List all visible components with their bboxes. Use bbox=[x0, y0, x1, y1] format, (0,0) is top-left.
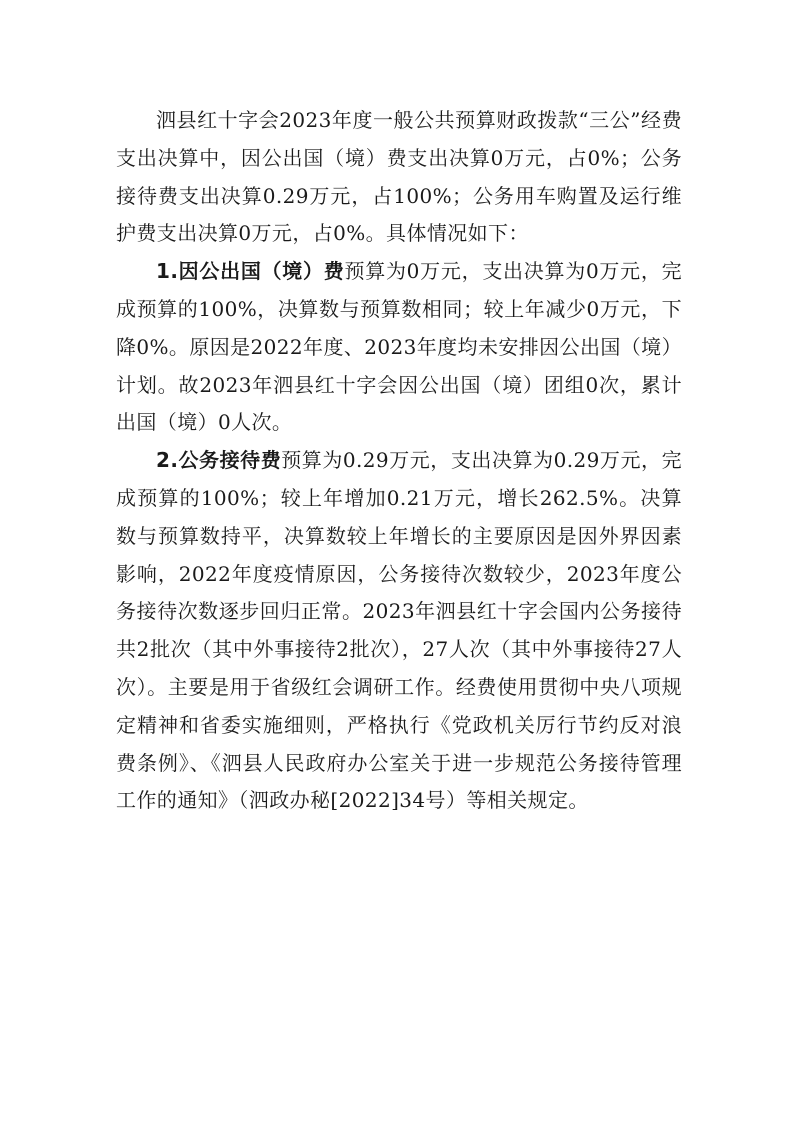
section-1-heading: 1.因公出国（境）费 bbox=[156, 259, 345, 284]
document-page bbox=[116, 102, 682, 820]
intro-paragraph: 泗县红十字会2023年度一般公共预算财政拨款“三公”经费支出决算中，因公出国（境）费支出决算0万元，占0%；公务接待费支出决算0.29万元，占100%；公务用车购置及运行维护费支出决算0万元，占0%。具体情况如下： bbox=[116, 108, 682, 246]
section-2-heading: 2.公务接待费 bbox=[156, 448, 282, 473]
section-1-paragraph bbox=[116, 253, 682, 442]
section-2-body: 预算为0.29万元，支出决算为0.29万元，完成预算的100%；较上年增加0.21万元，增长262.5%。决算数与预算数持平，决算数较上年增长的主要原因是因外界因素影响，2022年度疫情原因，公务接待次数较少，2023年度公务接待次数逐步回归正常。2023年泗县红十字会国内公务接待共2批次（其中外事接待2批次），27人次（其中外事接待27人次）。主要是用于省级红会调研工作。经费使用贯彻中央八项规定精神和省委实施细则，严格执行《党政机关厉行节约反对浪费条例》、《泗县人民政府办公室关于进一步规范公务接待管理工作的通知》（泗政办秘[2022]34号）等相关规定。 bbox=[116, 448, 682, 813]
section-1-body: 预算为0万元，支出决算为0万元，完成预算的100%，决算数与预算数相同；较上年减少0万元，下降0%。原因是2022年度、2023年度均未安排因公出国（境）计划。故2023年泗县红十字会因公出国（境）团组0次，累计出国（境）0人次。 bbox=[116, 259, 683, 435]
section-2-paragraph bbox=[116, 442, 682, 820]
